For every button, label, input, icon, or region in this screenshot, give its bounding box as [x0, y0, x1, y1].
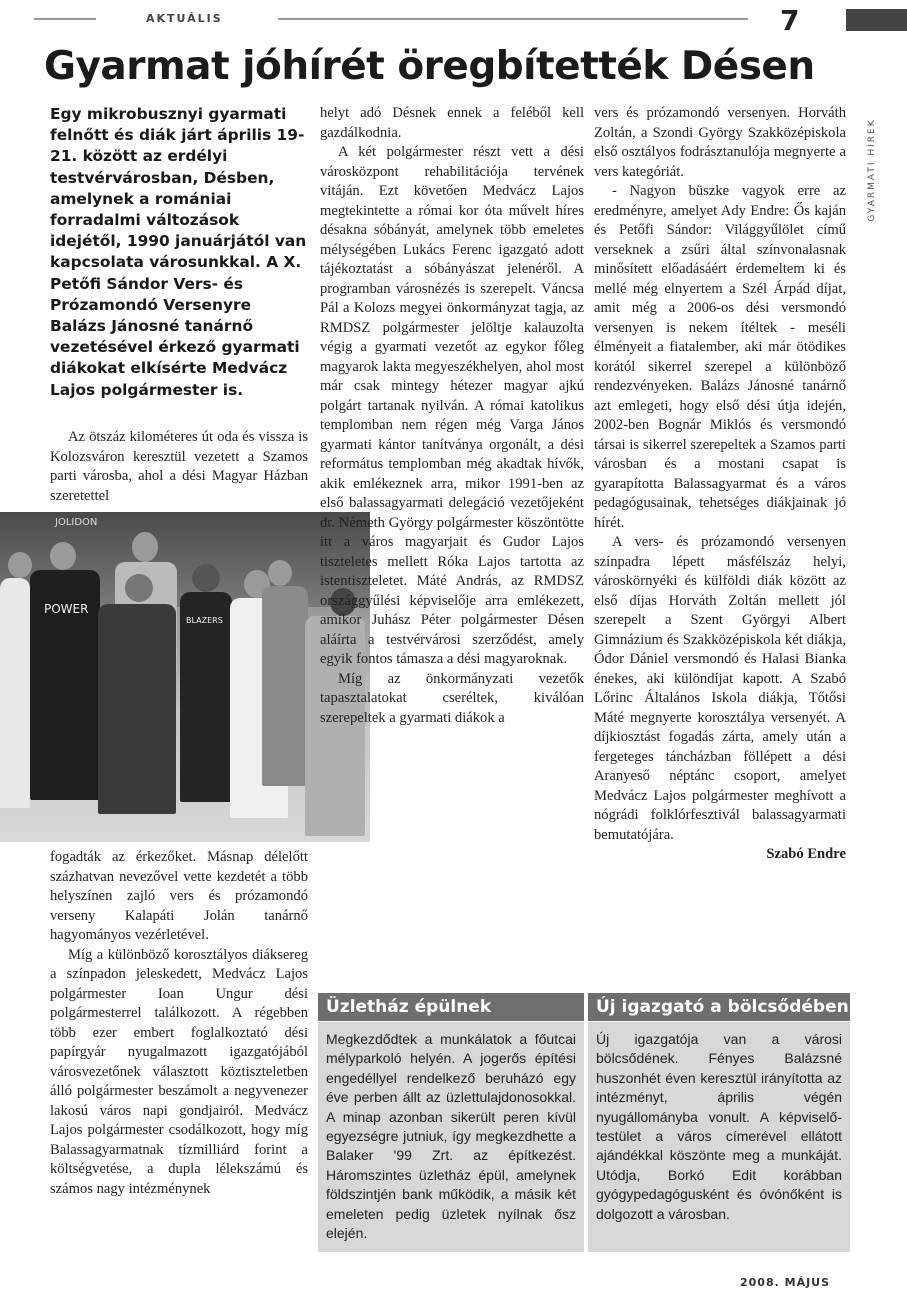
- col2-paragraph-2-text: A két polgármester részt vett a dési városközpont rehabilitációja tervének vitáján. Ezt követően Medvácz Lajos megtekintette a római kor óta művelt híres désakna sóbányát, amelynek több emeletes mélységében Lukács Ferenc igazgató adott tájékoztatást a sóbányászat jelenéről. A programban városnézés is szerepelt. Váncsa Pál a Kolozs megyei önkormányzat tagja, az RMDSZ polgármester jelöltje kalauzolta végig a gyarmati vezetőt az egykor főleg magyarok lakta megyeszékhelyen, ahol most már csak mintegy hétezer magyar ajkú polgárt tartanak nyilván. A római katolikus templomban nem régen még Varga János gyarmati kántor tanítványa orgonált, a dési református templomban még akadtak hívők, akik emlékeznek arra, mikor 1991-ben az első balassagyarmati delegáció vezetőjeként dr. Németh György polgármester köszöntötte itt a város magyarjait és Gudor Lajos tiszteletes mellett Róka Lajos tartotta az istentiszteletet. Máté András, az RMDSZ országgyűlési képviselője arra emlékezett, amikor Juhász Péter polgármester Désen aláírta a testvérvárosi szerződést, amely egyik fontos támasza a dési magyaroknak.: [320, 144, 584, 667]
- section-label: AKTUÁLIS: [146, 12, 223, 25]
- signature: Szabó Endre: [766, 846, 846, 862]
- box-2-title: Új igazgató a bölcsődében: [588, 993, 850, 1021]
- column-1-top: [50, 428, 308, 506]
- side-tab: [862, 100, 880, 250]
- headline: Gyarmat jóhírét öregbítették Désen: [44, 44, 815, 89]
- group-photo: [0, 512, 370, 842]
- col3-paragraph-2: - Nagyon büszke vagyok erre az eredményre, amelyet Ady Endre: Ős kaján és Petőfi Sándor: Világgyűlölet című verseknek a zsűri által színvonalasnak minősített előadásáért érdemeltem ki és mellé még elnyertem a Szél Árpád díjat, amit még a 2006-os dési versmondó versenyen is nekem ítéltek - meséli élményeit a fiatalember, aki már ötödikes korától sikerrel szerepel a különböző rendezvényeken. Balázs Jánosné tanárnő azt emlegeti, hogy első dési útja idején, 2002-ben Bognár Miklós és versmondó társai is sikerrel szerepeltek a Szamos parti városban és a mostani csapat is gyarapította Balassagyarmat és a város pedagógusainak, tehetséges diákjainak jó hírét.: [594, 183, 846, 531]
- lead-paragraph: Egy mikrobusznyi gyarmati felnőtt és diák járt április 19-21. között az erdélyi testvérvárosban, Désben, amelynek a romániai forradalmi változások idejétől, 1990 januárjától van kapcsolata városunkkal. A X. Petőfi Sándor Vers- és Prózamondó Versenyre Balázs Jánosné tanárnő vezetésével érkező gyarmati diákokat elkísérte Medvácz Lajos polgármester is.: [50, 105, 307, 399]
- photo-person: [262, 586, 308, 786]
- photo-head: [125, 574, 153, 602]
- box-2-text: Új igazgatója van a városi bölcsődének. Fényes Balázsné huszonhét éven keresztül irányította az intézményt, április végén nyugállományba vonult. A képviselő-testület a város címerével ellátott ajándékkal köszönte meg a munkáját. Utódja, Borkó Edit korábban gyógypedagógusként és óvónőként is dolgozott a városban.: [596, 1031, 842, 1222]
- column-3: [594, 104, 846, 865]
- box-1-text: Megkezdődtek a munkálatok a főutcai mélyparkoló helyén. A jogerős építési engedéllyel rendelkező beruházó egy éve perben állt az üzlettulajdonosokkal. A minap azonban sikerült peren kívül egyezségre jutniuk, így megkezdhette a Balaker '99 Zrt. az építkezést. Háromszintes üzletház épül, amelynek földszintjén bank működik, a másik két emeleten pedig üzletek nyílnak ősz elején.: [326, 1031, 576, 1242]
- column-1-bottom: [50, 848, 308, 1199]
- col1-paragraph-3: Míg a különböző korosztályos diáksereg a színpadon jeleskedett, Medvácz Lajos polgármester Ioan Ungur dési polgármesterrel találkozott. A régebben több ezer embert foglalkoztató dési papírgyár nyugalmazott igazgatójából városvezetőnek választott köztiszteletben álló polgármester beszámolt a negyvenezer lakosú város napi gondjairól. Medvácz Lajos polgármester csodálkozott, hogy míg Balassagyarmatnak tízmilliárd forint a költségvetése, a dupla lélekszámú és számos nagy intézménynek: [50, 946, 308, 1197]
- photo-shop-sign: JOLIDON: [55, 517, 98, 528]
- col1-paragraph-1: Az ötszáz kilométeres út oda és vissza is Kolozsváron keresztül vezetett a Szamos parti városba, ahol a dési Magyar Házban szeretettel: [50, 429, 308, 504]
- side-tab-label: GYARMATI HÍREK: [867, 118, 877, 222]
- col3-paragraph-3: A vers- és prózamondó versenyen színpadra lépett másfélszáz helyi, városkörnyéki és külföldi diák között az első díjas Horváth Zoltán mellett jól szerepelt a Szent Györgyi Albert Gimnázium és Szakközépiskola két diákja, Ódor Dániel versmondó és Halasi Bianka énekes, aki különdíjat kapott. A Szabó Lőrinc Általános Iskola diákja, Tőtősi Máté megnyerte korosztálya versenyét. A díjkiosztást fogadás zárta, amely után a fergeteges táncházban föllépett a dési Aranyeső néptánc csoport, amelyet Medvácz Lajos polgármester meghívott a nógrádi folklórfesztivál balassagyarmati bemutatójára.: [594, 534, 846, 843]
- photo-head: [132, 532, 158, 562]
- header-rule-right: [278, 18, 748, 20]
- col2-paragraph-2: [320, 143, 584, 670]
- photo-person: [0, 578, 30, 808]
- col3-paragraph-1: vers és prózamondó versenyen. Horváth Zoltán, a Szondi György Szakközépiskola első osztályos fodrásztanulója megnyerte a vers kategóriát.: [594, 105, 846, 180]
- page-number: 7: [780, 4, 800, 37]
- issue-date: 2008. MÁJUS: [740, 1276, 831, 1289]
- photo-head: [8, 552, 32, 578]
- photo-shirt-text-2: BLAZERS: [186, 616, 223, 625]
- header-bar: [846, 9, 907, 31]
- photo-person: [98, 604, 176, 814]
- photo-head: [268, 560, 292, 586]
- col1-paragraph-2: fogadták az érkezőket. Másnap délelőtt százhatvan nevezővel vette kezdetét a több helyszínen zajló vers és prózamondó verseny Kalapáti Jolán tanárnő hagyományos vezérletével.: [50, 849, 308, 943]
- col2-paragraph-1: helyt adó Désnek ennek a feléből kell gazdálkodnia.: [320, 105, 584, 141]
- photo-shirt-text-1: POWER: [44, 602, 89, 616]
- box-1-title: Üzletház épülnek: [318, 993, 584, 1021]
- col2-paragraph-3: Míg az önkormányzati vezetők tapasztalatokat cseréltek, kiválóan szerepeltek a gyarmati diákok a: [320, 670, 584, 726]
- photo-head: [192, 564, 220, 592]
- photo-head: [50, 542, 76, 570]
- column-2: [320, 104, 584, 728]
- header-rule-left: [34, 18, 96, 20]
